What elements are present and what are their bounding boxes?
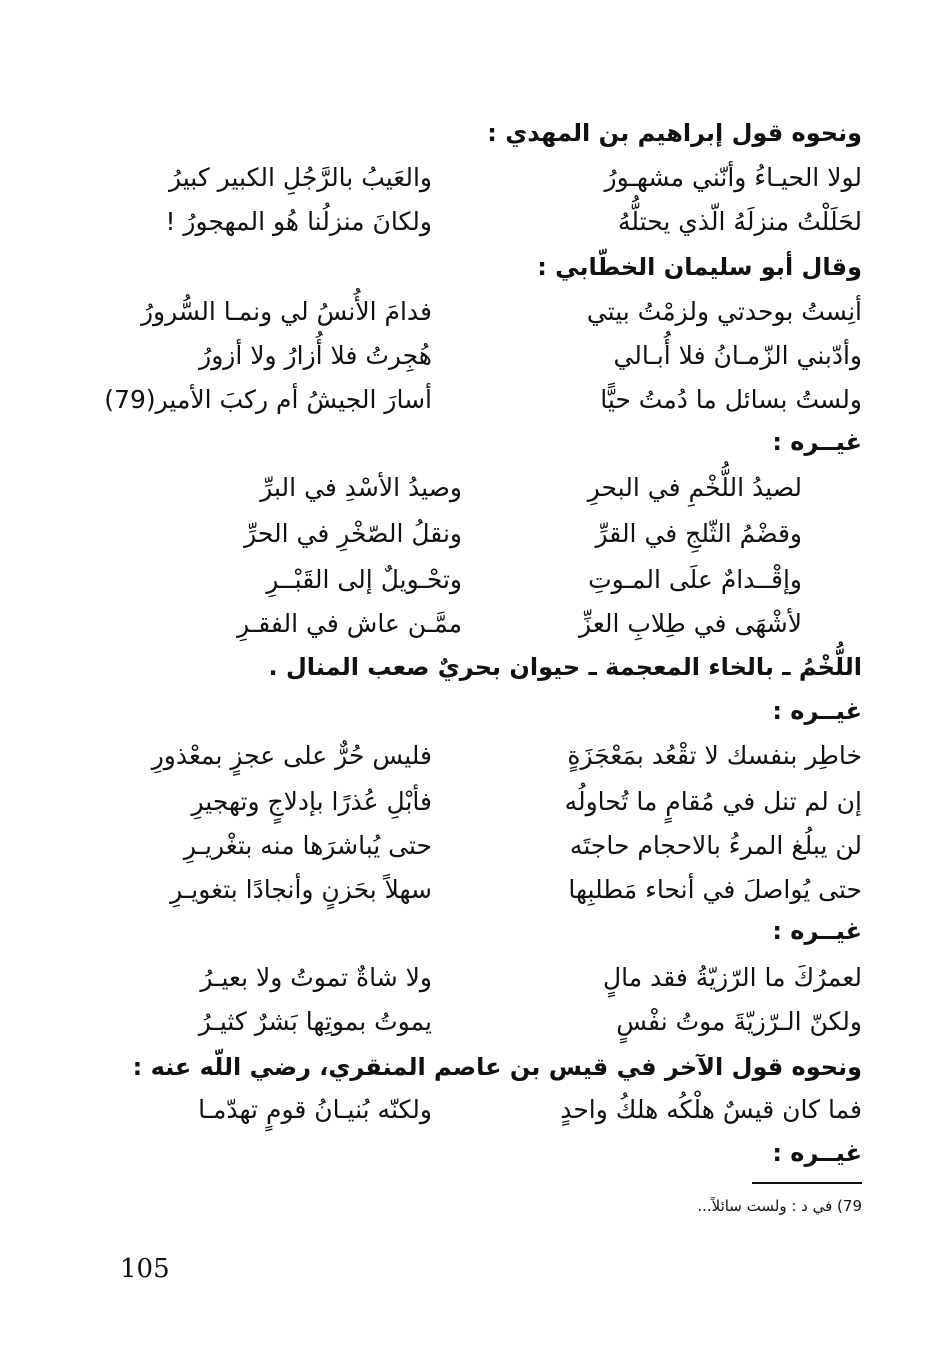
verse-line — [102, 158, 862, 198]
page-number: 105 — [120, 1254, 170, 1284]
verse-first-half: ولستُ بسائل ما دُمتُ حيًّا — [600, 385, 862, 414]
verse-first-half: لولا الحيـاءُ وأنّني مشهـورُ — [604, 163, 862, 192]
verse-line — [102, 958, 862, 998]
verse-line — [102, 1002, 862, 1042]
verse-first-half: لن يبلُغ المرءُ بالاحجام حاجتَه — [569, 831, 862, 860]
verse-line — [102, 604, 862, 644]
verse-second-half: هُجِرتُ فلا أُزارُ ولا أزورُ — [199, 341, 432, 370]
verse-line — [102, 336, 862, 376]
verse-first-half: وأدّبني الزّمـانُ فلا أُبـالي — [613, 341, 862, 370]
footnote: 79) في د : ولست سائلاً... — [697, 1197, 862, 1215]
verse-first-half: أنِستُ بوحدتي ولزمْتُ بيتي — [586, 297, 862, 326]
verse-first-half: وإقْــدامٌ علَى المـوتِ — [588, 565, 802, 594]
verse-second-half: ولكنّه بُنيـانُ قومٍ تهدّمـا — [198, 1095, 432, 1124]
verse-line — [102, 782, 862, 822]
intro-khattabi: وقال أبو سليمان الخطّابي : — [537, 253, 862, 281]
verse-first-half: وقضْمُ الثّلجِ في القرِّ — [595, 519, 802, 548]
verse-line — [102, 514, 862, 554]
gloss-line: اللُّخْمُ ـ بالخاء المعجمة ـ حيوان بحريٌ صعب المنال . — [268, 653, 862, 681]
verse-second-half: سهلاً بحَزنٍ وأنجادًا بتغويـرِ — [170, 875, 432, 904]
section-heading-other: غيــره : — [772, 697, 862, 725]
verse-second-half: فأبْلِ عُذرًا بإدلاجٍ وتهجيرِ — [191, 787, 432, 816]
verse-first-half: خاطِر بنفسك لا تقْعُد بمَعْجَزَةٍ — [567, 741, 862, 770]
verse-second-half: وتحْـويلٌ إلى القَبْــرِ — [266, 565, 462, 594]
verse-first-half: حتى يُواصلَ في أنحاء مَطلبِها — [568, 875, 862, 904]
intro-ibrahim: ونحوه قول إبراهيم بن المهدي : — [487, 119, 862, 147]
verse-second-half: ولكانَ منزلُنا هُو المهجورُ ! — [165, 207, 432, 236]
section-heading-other: غيــره : — [772, 1139, 862, 1167]
verse-first-half: ولكنّ الـرّزيّةَ موتُ نفْسٍ — [616, 1007, 862, 1036]
verse-second-half: والعَيبُ بالرَّجُلِ الكبير كبيرُ — [168, 163, 432, 192]
verse-second-half: حتى يُباشرَها منه بتغْريـرِ — [183, 831, 432, 860]
verse-first-half: لأشْهَى في طِلابِ العزِّ — [579, 609, 802, 638]
verse-line — [102, 560, 862, 600]
section-heading-other: غيــره : — [772, 428, 862, 456]
verse-second-half: فدامَ الأُنسُ لي ونمـا السُّرورُ — [140, 297, 432, 326]
verse-second-half: أسارَ الجيشُ أم ركبَ الأمير(79) — [104, 385, 432, 414]
verse-line — [102, 468, 862, 508]
verse-second-half: ونقلُ الصّخْرِ في الحرِّ — [244, 519, 462, 548]
verse-second-half: يموتُ بموتِها بَشرٌ كثيـرُ — [198, 1007, 432, 1036]
verse-line — [102, 870, 862, 910]
verse-second-half: ممَّـن عاش في الفقـرِ — [237, 609, 462, 638]
verse-line — [102, 1090, 862, 1130]
verse-first-half: إن لم تنل في مُقامٍ ما تُحاولُه — [564, 787, 862, 816]
verse-first-half: لحَلَلْتُ منزلَهُ الّذي يحتلُّهُ — [617, 207, 862, 236]
verse-first-half: لعمرُكَ ما الرّزيّةُ فقد مالٍ — [602, 963, 862, 992]
intro-qays: ونحوه قول الآخر في قيس بن عاصم المنقري، رضي اللّه عنه : — [132, 1053, 862, 1081]
verse-line — [102, 736, 862, 776]
verse-line — [102, 380, 862, 420]
section-heading-other: غيــره : — [772, 917, 862, 945]
verse-line — [102, 202, 862, 242]
verse-line — [102, 292, 862, 332]
footnote-separator — [752, 1182, 862, 1184]
verse-second-half: ولا شاةٌ تموتُ ولا بعيـرُ — [200, 963, 432, 992]
verse-line — [102, 826, 862, 866]
verse-first-half: فما كان قيسٌ هلْكُه هلكُ واحدٍ — [560, 1095, 862, 1124]
verse-second-half: وصيدُ الأسْدِ في البرِّ — [260, 473, 462, 502]
verse-first-half: لصيدُ اللُّخْمِ في البحرِ — [587, 473, 802, 502]
verse-second-half: فليس حُرٌّ على عجزٍ بمعْذورِ — [151, 741, 432, 770]
